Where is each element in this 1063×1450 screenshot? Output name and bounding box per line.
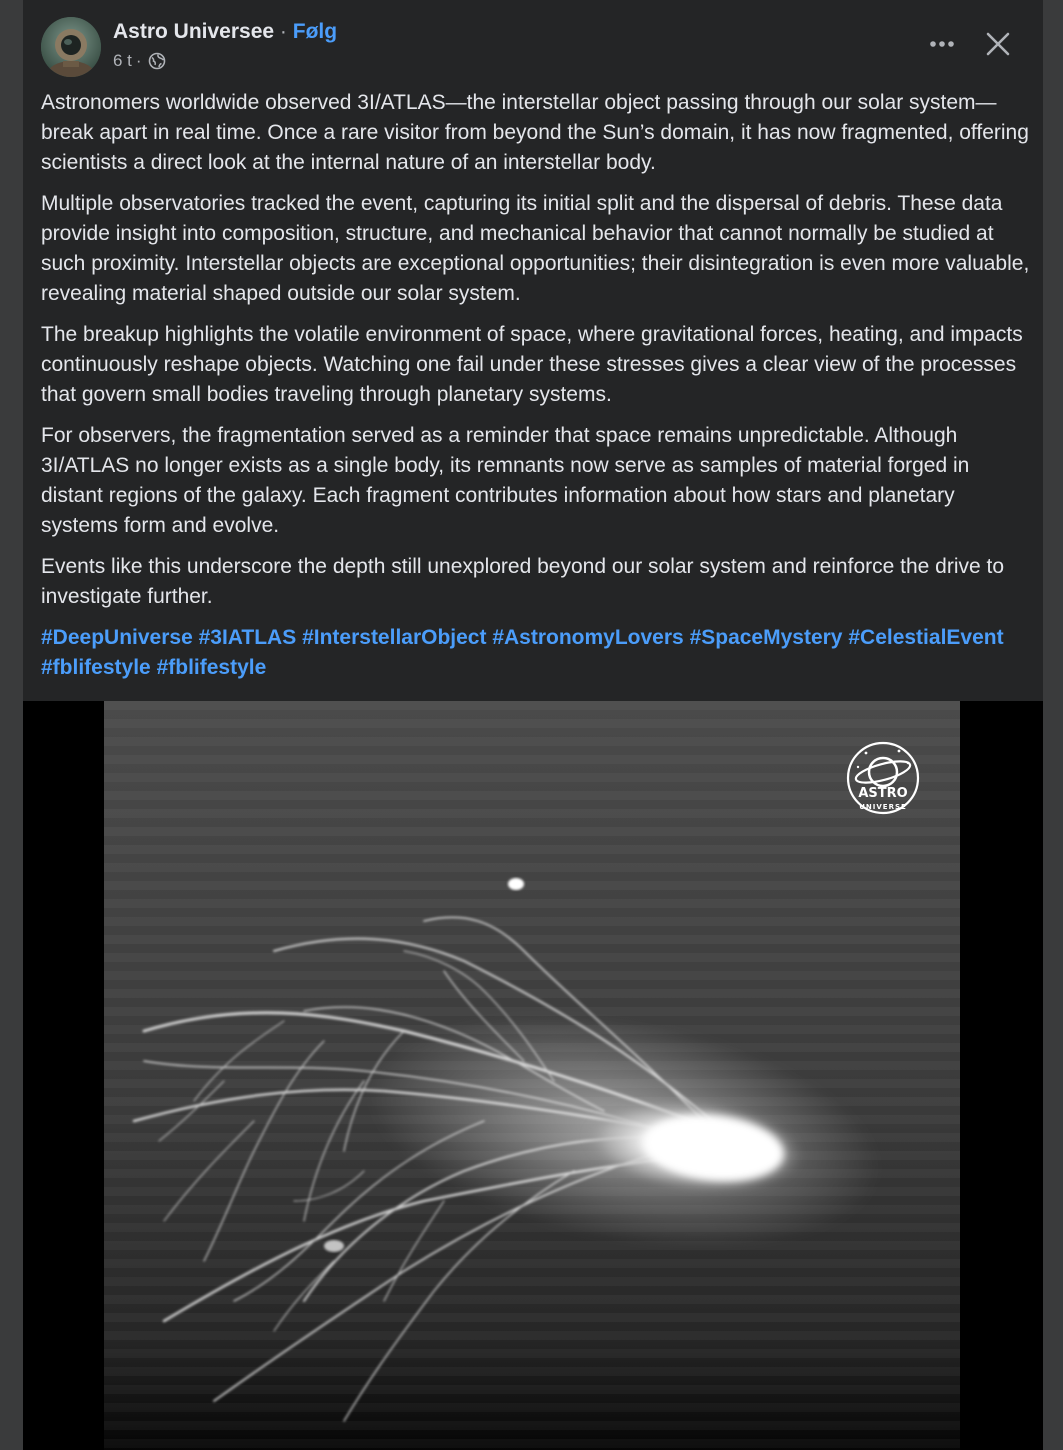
post-header bbox=[23, 0, 1043, 80]
globe-icon bbox=[148, 52, 166, 70]
astro-universe-logo bbox=[844, 739, 922, 817]
logo-text-bottom: UNIVERSE bbox=[859, 803, 907, 811]
hashtag-list bbox=[41, 623, 1031, 683]
logo-text-top: ASTRO bbox=[858, 786, 908, 801]
comet-image bbox=[104, 701, 960, 1450]
author-name[interactable]: Astro Universee bbox=[113, 20, 275, 43]
hashtag-link[interactable]: #SpaceMystery bbox=[689, 626, 843, 649]
video-frame[interactable] bbox=[104, 701, 960, 1450]
hashtag-link[interactable]: #CelestialEvent bbox=[848, 626, 1004, 649]
more-options-button[interactable] bbox=[923, 26, 963, 62]
hashtag-link[interactable]: #fblifestyle bbox=[41, 656, 151, 679]
post-paragraph: Events like this underscore the depth still unexplored beyond our solar system and reinforce the drive to investigate further. bbox=[41, 555, 1005, 608]
meta-separator: · bbox=[135, 51, 142, 70]
post-card bbox=[23, 0, 1043, 1450]
avatar[interactable] bbox=[41, 17, 101, 77]
follow-button[interactable]: Følg bbox=[292, 20, 338, 43]
hashtag-link[interactable]: #InterstellarObject bbox=[302, 626, 487, 649]
post-paragraph: Astronomers worldwide observed 3I/ATLAS—the interstellar object passing through our solar system—break apart in real time. Once a rare visitor from beyond the Sun’s domain, it has now fragmented, offering scientists a direct look at the internal nature of an interstellar body. bbox=[41, 91, 1029, 174]
astronaut-avatar-icon bbox=[41, 17, 101, 77]
post-paragraph: Multiple observatories tracked the event, capturing its initial split and the dispersal of debris. These data provide insight into composition, structure, and mechanical behavior that cannot normally be studied at such proximity. Interstellar objects are exceptional opportunities; their disintegration is even more valuable, revealing material shaped outside our solar system. bbox=[41, 192, 1030, 305]
post-paragraph: For observers, the fragmentation served as a reminder that space remains unpredictable. Although 3I/ATLAS no longer exists as a single body, its remnants now serve as samples of material forged in distant regions of the galaxy. Each fragment contributes information about how stars and planetary systems form and evolve. bbox=[41, 424, 970, 537]
author-line bbox=[113, 18, 337, 46]
name-separator: · bbox=[279, 20, 287, 43]
hashtag-link[interactable]: #3IATLAS bbox=[198, 626, 297, 649]
hashtag-link[interactable]: #DeepUniverse bbox=[41, 626, 193, 649]
close-icon bbox=[986, 32, 1010, 56]
more-options-icon bbox=[929, 40, 957, 48]
hashtag-link[interactable]: #fblifestyle bbox=[156, 656, 267, 679]
post-paragraph: The breakup highlights the volatile environment of space, where gravitational forces, heating, and impacts continuously reshape objects. Watching one fail under these stresses gives a clear view of the processes that govern small bodies traveling through planetary systems. bbox=[41, 323, 1023, 406]
close-button[interactable] bbox=[978, 24, 1018, 64]
post-timestamp[interactable]: 6 t bbox=[113, 51, 132, 70]
hashtag-link[interactable]: #AstronomyLovers bbox=[492, 626, 684, 649]
post-meta bbox=[113, 50, 166, 72]
post-body bbox=[41, 88, 1031, 694]
post-video[interactable] bbox=[23, 701, 1043, 1450]
